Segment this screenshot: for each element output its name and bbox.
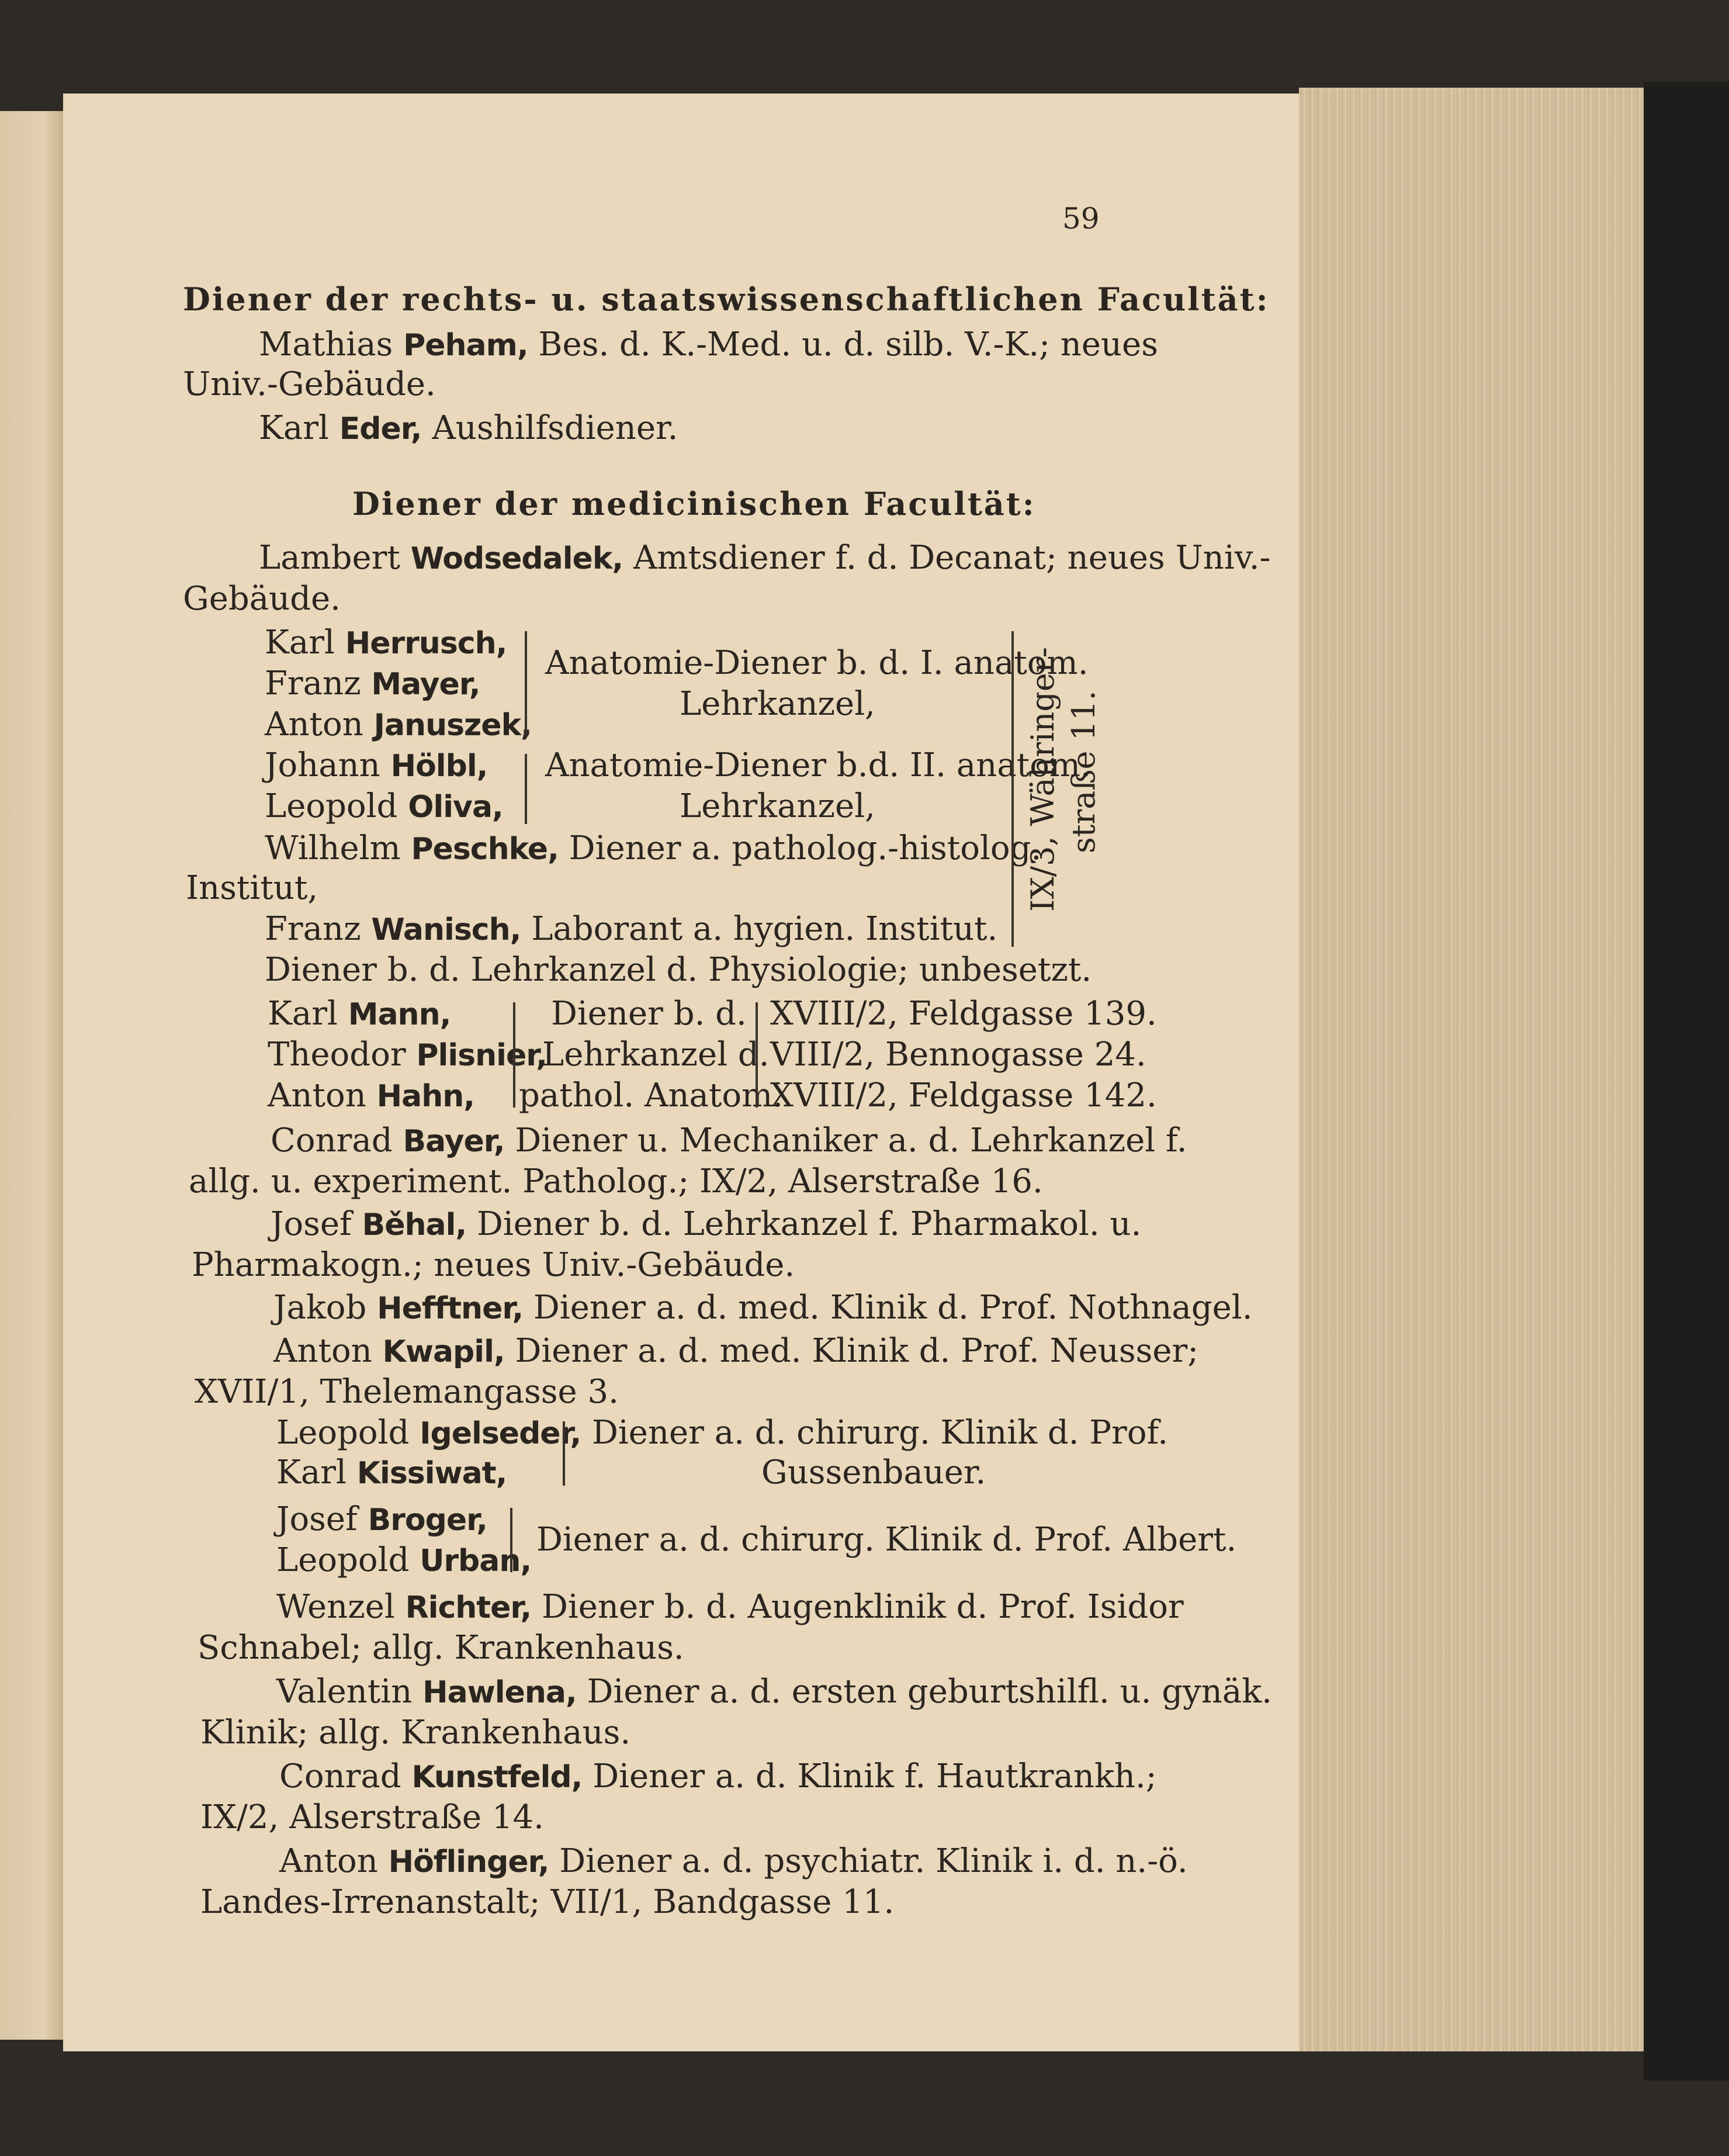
entry-text: Diener b. d. Augenklinik d. Prof. Isidor — [541, 1588, 1184, 1626]
surname: Bayer, — [403, 1124, 505, 1159]
group3-name-1 — [268, 996, 451, 1032]
entry-text: Diener a. d. med. Klinik d. Prof. Neusser; — [515, 1332, 1199, 1370]
entry-bayer — [271, 1123, 1187, 1159]
entry-text: Laborant a. hygien. Institut. — [531, 910, 998, 948]
entry-peham — [259, 327, 1158, 363]
surname: Hahn, — [376, 1079, 475, 1114]
surname: Igelseder, — [420, 1416, 581, 1451]
surname: Kwapil, — [382, 1334, 505, 1369]
entry-hefftner — [273, 1290, 1253, 1326]
brace-group2 — [525, 754, 532, 824]
book-cover — [1644, 82, 1729, 2081]
first-name: Leopold — [276, 1541, 410, 1579]
group1-name-2 — [265, 666, 480, 702]
first-name: Karl — [268, 995, 338, 1033]
group2-name-2 — [265, 789, 503, 825]
group5-name-2 — [276, 1543, 531, 1579]
first-name: Theodor — [268, 1036, 406, 1074]
entry-hawlena-cont: Klinik; allg. Krankenhaus. — [200, 1714, 631, 1752]
surname: Wanisch, — [371, 912, 521, 947]
brace-group3-right — [756, 1002, 763, 1108]
surname: Hawlena, — [422, 1675, 577, 1710]
entry-text: Bes. d. K.-Med. u. d. silb. V.-K.; neues — [538, 326, 1158, 364]
surname: Richter, — [405, 1590, 532, 1625]
entry-behal-cont: Pharmakogn.; neues Univ.-Gebäude. — [192, 1246, 795, 1284]
group4-desc-2: Gussenbauer. — [761, 1454, 986, 1491]
surname: Plisnier, — [416, 1038, 547, 1073]
entry-physiologie: Diener b. d. Lehrkanzel d. Physiologie; unbesetzt. — [265, 951, 1092, 989]
group5-desc: Diener a. d. chirurg. Klinik d. Prof. Albert. — [536, 1521, 1237, 1559]
entry-wodsedalek-cont: Gebäude. — [183, 580, 341, 618]
group3-desc-1: Diener b. d. — [551, 995, 747, 1033]
first-name: Karl — [276, 1454, 347, 1491]
entry-kwapil-cont: XVII/1, Thelemangasse 3. — [195, 1373, 619, 1411]
entry-eder — [259, 411, 678, 447]
surname: Januszek, — [373, 708, 532, 743]
group2-desc-1: Anatomie-Diener b.d. II. anatom. — [545, 746, 1091, 784]
entry-text: Diener u. Mechaniker a. d. Lehrkanzel f. — [515, 1122, 1187, 1160]
entry-text: Aushilfsdiener. — [432, 409, 678, 447]
section-heading-law: Diener der rechts- u. staatswissenschaftlichen Facultät: — [183, 281, 1270, 318]
surname: Hefftner, — [377, 1291, 524, 1326]
group3-desc-3: pathol. Anatom. — [519, 1077, 784, 1115]
entry-text: Diener a. d. ersten geburtshilfl. u. gynäk. — [587, 1673, 1272, 1711]
group4-name-1 — [276, 1416, 581, 1451]
entry-behal — [271, 1207, 1141, 1243]
surname: Peham, — [403, 328, 528, 363]
surname: Mann, — [348, 997, 451, 1032]
surname: Běhal, — [362, 1207, 467, 1243]
entry-text: Amtsdiener f. d. Decanat; neues Univ.- — [633, 539, 1271, 577]
first-name: Anton — [265, 705, 363, 743]
first-name: Wenzel — [276, 1588, 395, 1626]
entry-text: Diener a. d. med. Klinik d. Prof. Nothnagel. — [533, 1289, 1253, 1327]
surname: Broger, — [368, 1503, 487, 1538]
brace-group5 — [510, 1508, 517, 1572]
entry-text: Diener a. d. Klinik f. Hautkrankh.; — [592, 1757, 1157, 1795]
group3-name-3 — [268, 1078, 474, 1114]
first-name: Conrad — [279, 1757, 401, 1795]
first-name: Josef — [276, 1500, 358, 1538]
entry-wodsedalek — [259, 541, 1270, 576]
group1-desc-1: Anatomie-Diener b. d. I. anatom. — [545, 644, 1089, 682]
entry-text: Diener a. d. psychiatr. Klinik i. d. n.-ö. — [559, 1842, 1188, 1880]
group3-desc-2: Lehrkanzel d. — [542, 1036, 770, 1074]
entry-peham-cont: Univ.-Gebäude. — [183, 365, 436, 403]
address-vertical-1: IX/3, Währinger- — [1024, 647, 1061, 912]
entry-text: Diener b. d. Lehrkanzel f. Pharmakol. u. — [477, 1205, 1142, 1243]
book-page — [63, 94, 1299, 2051]
entry-hoeflinger-cont: Landes-Irrenanstalt; VII/1, Bandgasse 11. — [200, 1883, 895, 1921]
surname: Kunstfeld, — [411, 1760, 583, 1795]
entry-wanisch — [265, 912, 997, 947]
entry-hoeflinger — [279, 1844, 1188, 1880]
entry-kwapil — [273, 1334, 1198, 1369]
first-name: Leopold — [265, 787, 398, 825]
first-name: Karl — [265, 624, 335, 662]
entry-richter — [276, 1590, 1184, 1625]
first-name: Lambert — [259, 539, 400, 577]
brace-address-group — [1007, 631, 1014, 947]
first-name: Anton — [279, 1842, 378, 1880]
entry-bayer-cont: allg. u. experiment. Patholog.; IX/2, Alserstraße 16. — [189, 1162, 1043, 1200]
first-name: Valentin — [276, 1673, 413, 1711]
entry-peschke — [265, 831, 1041, 867]
group3-addr-1: XVIII/2, Feldgasse 139. — [770, 995, 1157, 1033]
group3-name-2 — [268, 1037, 547, 1073]
group3-addr-2: VIII/2, Bennogasse 24. — [770, 1036, 1146, 1074]
first-name: Wilhelm — [265, 829, 401, 867]
group2-desc-2: Lehrkanzel, — [680, 787, 875, 825]
surname: Eder, — [339, 411, 422, 447]
group1-desc-2: Lehrkanzel, — [680, 685, 875, 723]
entry-peschke-cont: Institut, — [186, 869, 318, 907]
group4-desc-1: Diener a. d. chirurg. Klinik d. Prof. — [592, 1414, 1169, 1452]
surname: Herrusch, — [345, 626, 507, 661]
first-name: Karl — [259, 409, 329, 447]
surname: Mayer, — [371, 667, 480, 702]
first-name: Josef — [271, 1205, 352, 1243]
group3-addr-3: XVIII/2, Feldgasse 142. — [770, 1077, 1157, 1115]
first-name: Anton — [273, 1332, 372, 1370]
first-name: Anton — [268, 1077, 366, 1115]
entry-text: Diener a. patholog.-histolog. — [569, 829, 1042, 867]
group1-name-3 — [265, 707, 532, 743]
group2-name-1 — [265, 748, 487, 784]
first-name: Franz — [265, 910, 361, 948]
surname: Kissiwat, — [356, 1456, 507, 1491]
entry-hawlena — [276, 1674, 1272, 1710]
surname: Oliva, — [408, 790, 503, 825]
page-number: 59 — [1062, 202, 1100, 236]
surname: Höflinger, — [388, 1844, 549, 1880]
first-name: Leopold — [276, 1414, 410, 1452]
previous-page-edge — [0, 111, 63, 2040]
surname: Hölbl, — [390, 749, 488, 784]
surname: Urban, — [420, 1544, 532, 1579]
first-name: Jakob — [273, 1289, 367, 1327]
group1-name-1 — [265, 625, 507, 661]
surname: Wodsedalek, — [410, 541, 623, 576]
first-name: Johann — [265, 746, 380, 784]
group5-name-1 — [276, 1502, 487, 1538]
entry-kunstfeld-cont: IX/2, Alserstraße 14. — [200, 1798, 544, 1836]
first-name: Mathias — [259, 326, 393, 364]
first-name: Franz — [265, 665, 361, 702]
address-vertical-2: straße 11. — [1065, 690, 1102, 853]
group4-name-2 — [276, 1455, 507, 1491]
brace-group1 — [525, 631, 532, 736]
surname: Peschke, — [411, 832, 559, 867]
entry-kunstfeld — [279, 1759, 1157, 1795]
section-heading-med: Diener der medicinischen Facultät: — [352, 485, 1036, 522]
page-stack-edge — [1299, 88, 1644, 2051]
entry-richter-cont: Schnabel; allg. Krankenhaus. — [197, 1629, 684, 1667]
brace-group4 — [563, 1421, 570, 1486]
first-name: Conrad — [271, 1122, 393, 1160]
